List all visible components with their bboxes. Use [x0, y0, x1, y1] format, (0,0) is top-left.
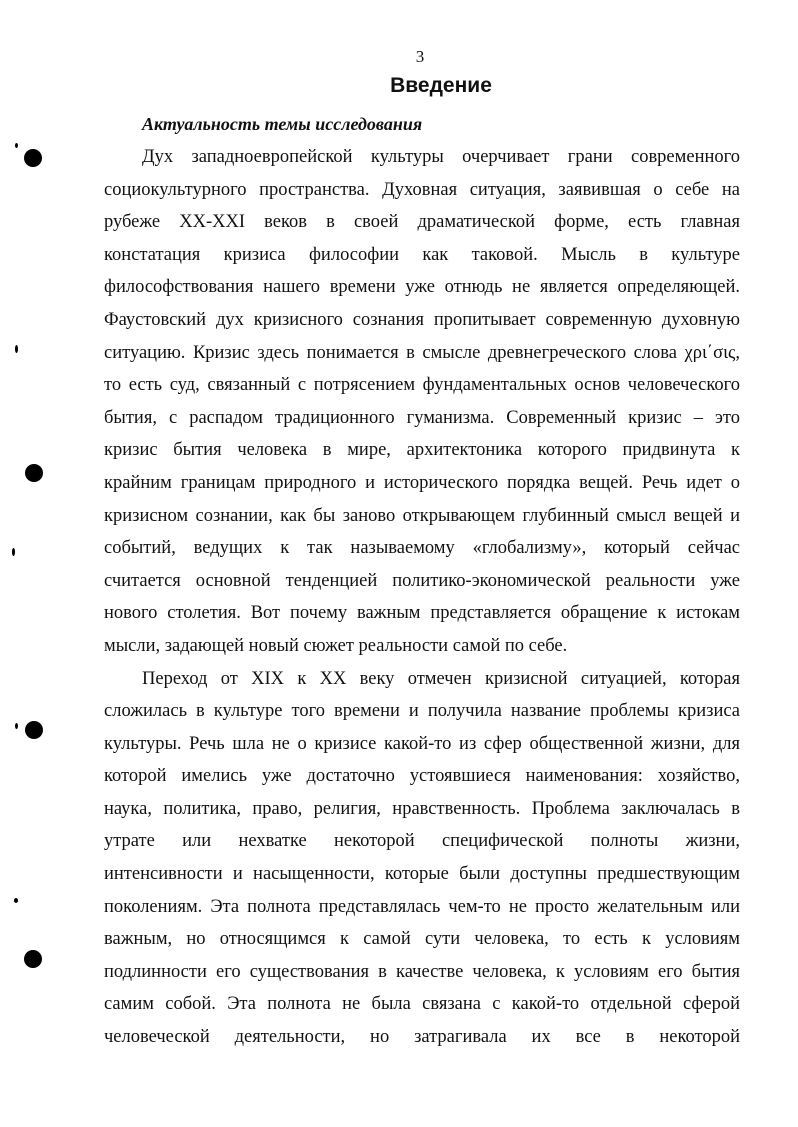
scan-speck-mark	[15, 345, 18, 353]
text-line: констатация кризиса философии как таковой. Мысль в культуре	[104, 244, 740, 265]
text-line: рубеже XX-XXI веков в своей драматической форме, есть главная	[104, 212, 740, 233]
text-line: важным, но относящимся к самой сути человека, то есть к условиям	[104, 929, 740, 950]
scan-speck-mark	[15, 143, 18, 148]
scan-speck-mark	[14, 898, 18, 903]
text-line: сложилась в культуре того времени и получила название проблемы кризиса	[104, 701, 740, 722]
text-line: наука, политика, право, религия, нравственность. Проблема заключалась в	[104, 798, 740, 819]
text-line: то есть суд, связанный с потрясением фундаментальных основ человеческого	[104, 375, 740, 396]
text-line: подлинности его существования в качестве человека, к условиям его бытия	[104, 961, 740, 982]
text-line: которой имелись уже достаточно устоявшиеся наименования: хозяйство,	[104, 766, 740, 787]
text-line: социокультурного пространства. Духовная ситуация, заявившая о себе на	[104, 179, 740, 200]
text-line: бытия, с распадом традиционного гуманизма. Современный кризис – это	[104, 407, 740, 428]
text-line: самим собой. Эта полнота не была связана с какой-то отдельной сферой	[104, 994, 740, 1015]
scan-speck-mark	[15, 723, 18, 729]
text-line: мысли, задающей новый сюжет реальности самой по себе.	[104, 635, 568, 656]
text-line: кризис бытия человека в мире, архитектоника которого придвинута к	[104, 440, 740, 461]
text-line: человеческой деятельности, но затрагивала их все в некоторой	[104, 1027, 740, 1048]
text-line: поколениям. Эта полнота представлялась чем-то не просто желательным или	[104, 896, 740, 917]
text-line: Переход от XIX к XX веку отмечен кризисной ситуацией, которая	[142, 668, 740, 689]
page-number: 3	[415, 47, 425, 66]
text-line: философствования нашего времени уже отнюдь не является определяющей.	[104, 277, 740, 298]
text-line: нового столетия. Вот почему важным представляется обращение к истокам	[104, 603, 740, 624]
scan-speck-mark	[12, 548, 15, 556]
text-line: интенсивности и насыщенности, которые были доступны предшествующим	[104, 864, 740, 885]
paragraph-2	[104, 663, 740, 1054]
text-line: кризисном сознании, как бы заново открывающем глубинный смысл вещей и	[104, 505, 740, 526]
binder-hole-mark	[24, 149, 42, 167]
binder-hole-mark	[25, 721, 43, 739]
paragraph-1	[104, 141, 740, 663]
text-line: культуры. Речь шла не о кризисе какой-то из сфер общественной жизни, для	[104, 733, 740, 754]
binder-hole-mark	[25, 464, 43, 482]
body-text	[104, 141, 740, 1054]
text-line: Фаустовский дух кризисного сознания пропитывает современную духовную	[104, 309, 740, 330]
text-line: событий, ведущих к так называемому «глобализму», который сейчас	[104, 538, 740, 559]
binder-hole-mark	[24, 950, 42, 968]
text-line: считается основной тенденцией политико-экономической реальности уже	[104, 570, 740, 591]
text-line: утрате или нехватке некоторой специфической полноты жизни,	[104, 831, 740, 852]
page-title: Введение	[390, 74, 492, 97]
section-heading: Актуальность темы исследования	[142, 114, 423, 134]
text-line: крайним границам природного и исторического порядка вещей. Речь идет о	[104, 472, 740, 493]
text-line: Дух западноевропейской культуры очерчивает грани современного	[142, 147, 740, 167]
text-line: ситуацию. Кризис здесь понимается в смысле древнегреческого слова χρι΄σις,	[104, 342, 740, 363]
